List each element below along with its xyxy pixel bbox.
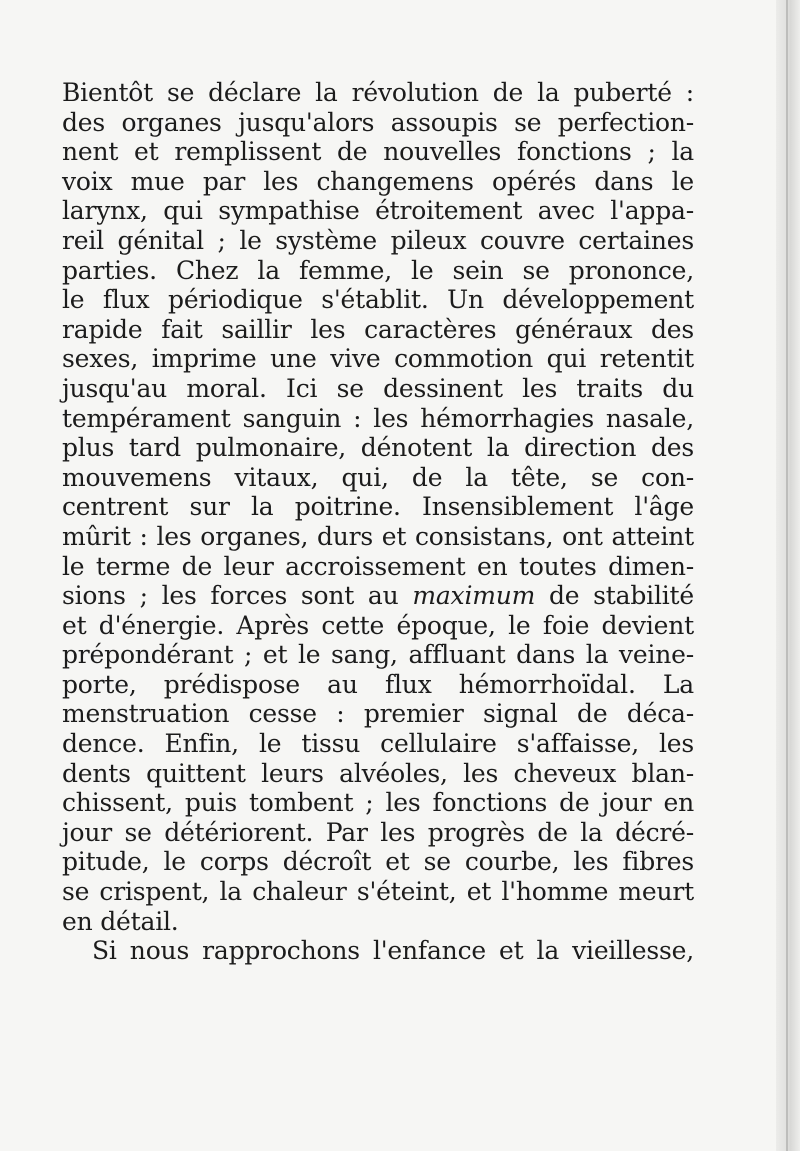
text-line: et d'énergie. Après cette époque, le foie devient — [62, 610, 694, 640]
text-line: en détail. — [62, 906, 179, 936]
paragraph-start-line: Si nous rapprochons l'enfance et la vieillesse, — [92, 936, 694, 966]
text-line: tempérament sanguin : les hémorrhagies nasale, — [62, 403, 694, 433]
text-line: le terme de leur accroissement en toutes dimen- — [62, 551, 694, 581]
text-line: centrent sur la poitrine. Insensiblement l'âge — [62, 492, 694, 522]
text-line: Bientôt se déclare la révolution de la puberté : — [62, 78, 694, 107]
text-line: mûrit : les organes, durs et consistans, ont atteint — [62, 521, 694, 551]
text-line: prépondérant ; et le sang, affluant dans la veine- — [62, 640, 694, 670]
text-line: porte, prédispose au flux hémorrhoïdal. La — [62, 669, 694, 699]
text-line: dents quittent leurs alvéoles, les cheveux blan- — [62, 758, 694, 788]
text-line: jusqu'au moral. Ici se dessinent les traits du — [62, 373, 694, 403]
text-line: pitude, le corps décroît et se courbe, les fibres — [62, 847, 694, 877]
text-line: plus tard pulmonaire, dénotent la direction des — [62, 433, 694, 463]
text-line: parties. Chez la femme, le sein se prononce, — [62, 255, 694, 285]
text-line: se crispent, la chaleur s'éteint, et l'homme meurt — [62, 877, 694, 907]
text-line: des organes jusqu'alors assoupis se perfection- — [62, 107, 694, 137]
body-text — [62, 78, 694, 966]
text-line: dence. Enfin, le tissu cellulaire s'affaisse, les — [62, 729, 694, 759]
text-line: larynx, qui sympathise étroitement avec l'appa- — [62, 196, 694, 226]
page-edge — [776, 0, 800, 1151]
page-edge-line — [786, 0, 788, 1151]
text-fragment: sions ; les forces sont au — [62, 581, 399, 611]
text-line: nent et remplissent de nouvelles fonctions ; la — [62, 137, 694, 167]
text-line-with-italic — [62, 581, 694, 611]
italic-word: maximum — [412, 581, 536, 611]
text-line: sexes, imprime une vive commotion qui retentit — [62, 344, 694, 374]
text-line: le flux périodique s'établit. Un développement — [62, 285, 694, 315]
text-line: rapide fait saillir les caractères généraux des — [62, 314, 694, 344]
text-line: jour se détériorent. Par les progrès de la décré- — [62, 817, 694, 847]
text-line: menstruation cesse : premier signal de déca- — [62, 699, 694, 729]
text-line: chissent, puis tombent ; les fonctions de jour en — [62, 788, 694, 818]
text-line: voix mue par les changemens opérés dans le — [62, 166, 694, 196]
text-fragment: de stabilité — [548, 581, 694, 611]
text-line: mouvemens vitaux, qui, de la tête, se con- — [62, 462, 694, 492]
text-line: reil génital ; le système pileux couvre certaines — [62, 225, 694, 255]
